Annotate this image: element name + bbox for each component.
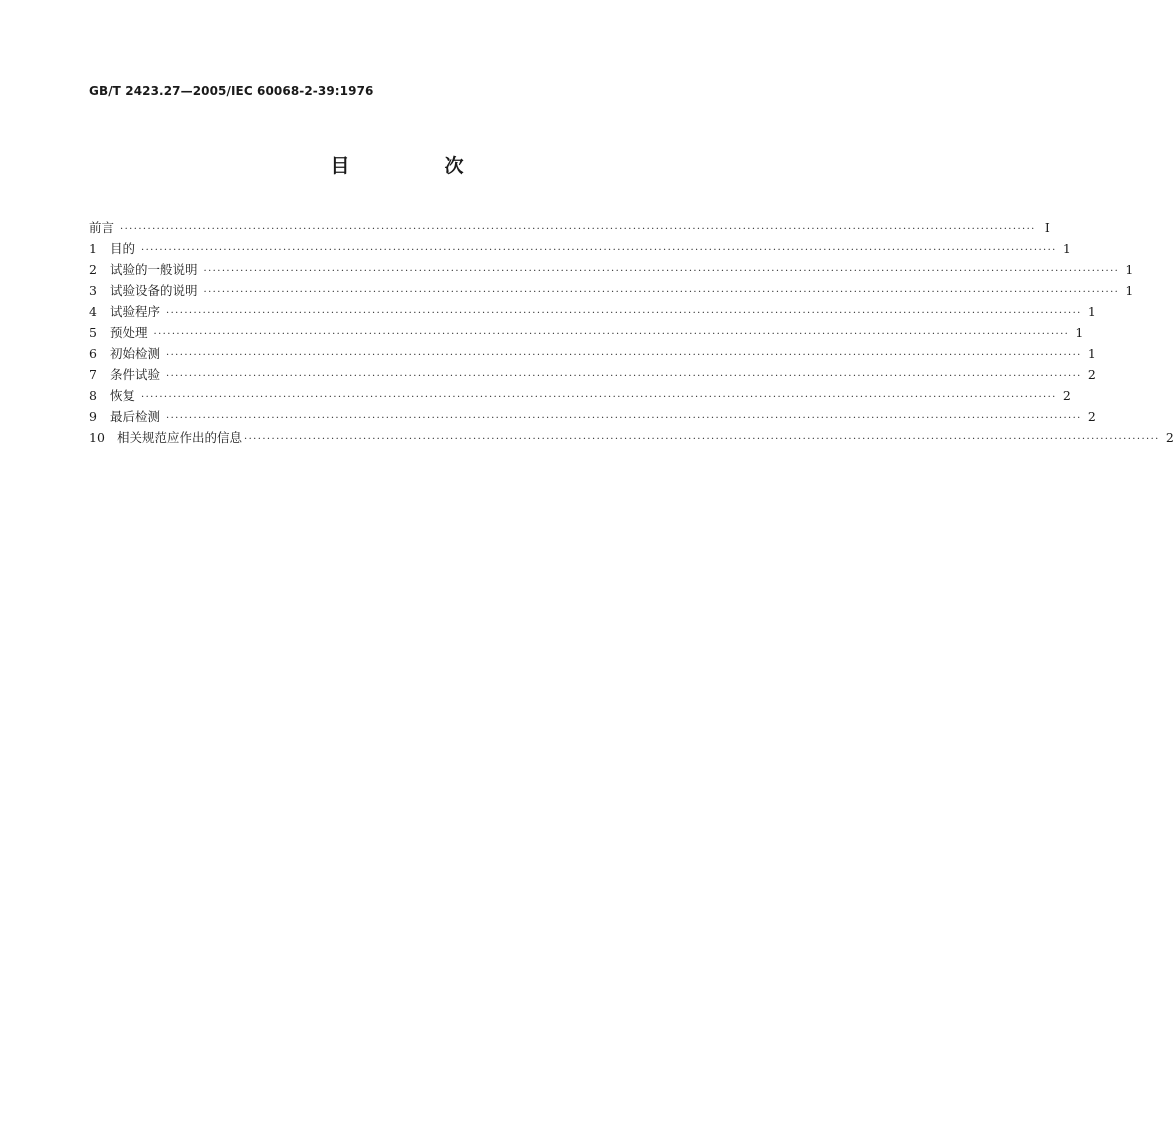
- toc-leader: ········································································································································································································: [166, 371, 1082, 382]
- toc-entry-number: 10: [89, 430, 105, 445]
- toc-entry-9[interactable]: [89, 406, 1096, 427]
- toc-entry-text: 试验的一般说明: [110, 262, 198, 277]
- toc-entry-5[interactable]: [89, 322, 1084, 343]
- toc-entry-page: 1: [1087, 346, 1096, 361]
- toc-entry-page: 1: [1125, 283, 1134, 298]
- toc-entry-page: 2: [1087, 409, 1096, 424]
- toc-leader: ········································································································································································································: [166, 350, 1082, 361]
- toc-entry-page: 1: [1075, 325, 1084, 340]
- toc-entry-number: 7: [89, 367, 97, 382]
- toc-entry-number: 9: [89, 409, 97, 424]
- toc-entry-number: 4: [89, 304, 97, 319]
- toc-entry-number: 5: [89, 325, 97, 340]
- toc-entry-page: 1: [1125, 262, 1134, 277]
- toc-entry-text: 初始检测: [110, 346, 161, 361]
- toc-entry-4[interactable]: [89, 301, 1096, 322]
- toc-entry-text: 试验设备的说明: [110, 283, 198, 298]
- toc-leader: ········································································································································································································: [166, 308, 1082, 319]
- toc-entry-text: 条件试验: [110, 367, 161, 382]
- toc-leader: ········································································································································································································: [141, 245, 1057, 256]
- toc-leader: ········································································································································································································: [153, 329, 1070, 340]
- toc-entry-text: 目的: [110, 241, 136, 256]
- toc-entry-6[interactable]: [89, 343, 1096, 364]
- toc-entry-text: 预处理: [110, 325, 148, 340]
- toc-entry-page: 2: [1062, 388, 1071, 403]
- toc-entry-8[interactable]: [89, 385, 1071, 406]
- toc-entry-number: 3: [89, 283, 97, 298]
- toc-leader: ········································································································································································································: [203, 266, 1120, 277]
- toc-entry-2[interactable]: [89, 259, 1134, 280]
- toc-leader: ········································································································································································································: [166, 413, 1082, 424]
- toc-entry-1[interactable]: [89, 238, 1071, 259]
- toc-entry-7[interactable]: [89, 364, 1096, 385]
- table-of-contents: [89, 217, 1174, 448]
- toc-entry-text: 前言: [89, 220, 115, 235]
- toc-leader: ········································································································································································································: [120, 224, 1036, 235]
- toc-entry-text: 恢复: [110, 388, 136, 403]
- toc-entry-preface[interactable]: [89, 217, 1050, 238]
- toc-leader: ········································································································································································································: [203, 287, 1120, 298]
- toc-entry-page: 2: [1165, 430, 1174, 445]
- toc-entry-10[interactable]: [89, 427, 1174, 448]
- toc-entry-3[interactable]: [89, 280, 1134, 301]
- toc-entry-number: 6: [89, 346, 97, 361]
- toc-entry-text: 相关规范应作出的信息: [117, 430, 243, 445]
- standard-number-header: GB/T 2423.27—2005/IEC 60068-2-39:1976: [89, 84, 374, 98]
- toc-entry-text: 最后检测: [110, 409, 161, 424]
- toc-leader: ········································································································································································································: [141, 392, 1057, 403]
- toc-title: 目 次: [330, 155, 502, 177]
- toc-entry-text: 试验程序: [110, 304, 161, 319]
- toc-entry-number: 8: [89, 388, 97, 403]
- toc-leader: ········································································································································································································: [244, 434, 1160, 445]
- toc-entry-page: 2: [1087, 367, 1096, 382]
- toc-entry-page: 1: [1087, 304, 1096, 319]
- toc-entry-page: 1: [1062, 241, 1071, 256]
- toc-entry-page: I: [1044, 220, 1050, 235]
- toc-entry-number: 1: [89, 241, 97, 256]
- toc-entry-number: 2: [89, 262, 97, 277]
